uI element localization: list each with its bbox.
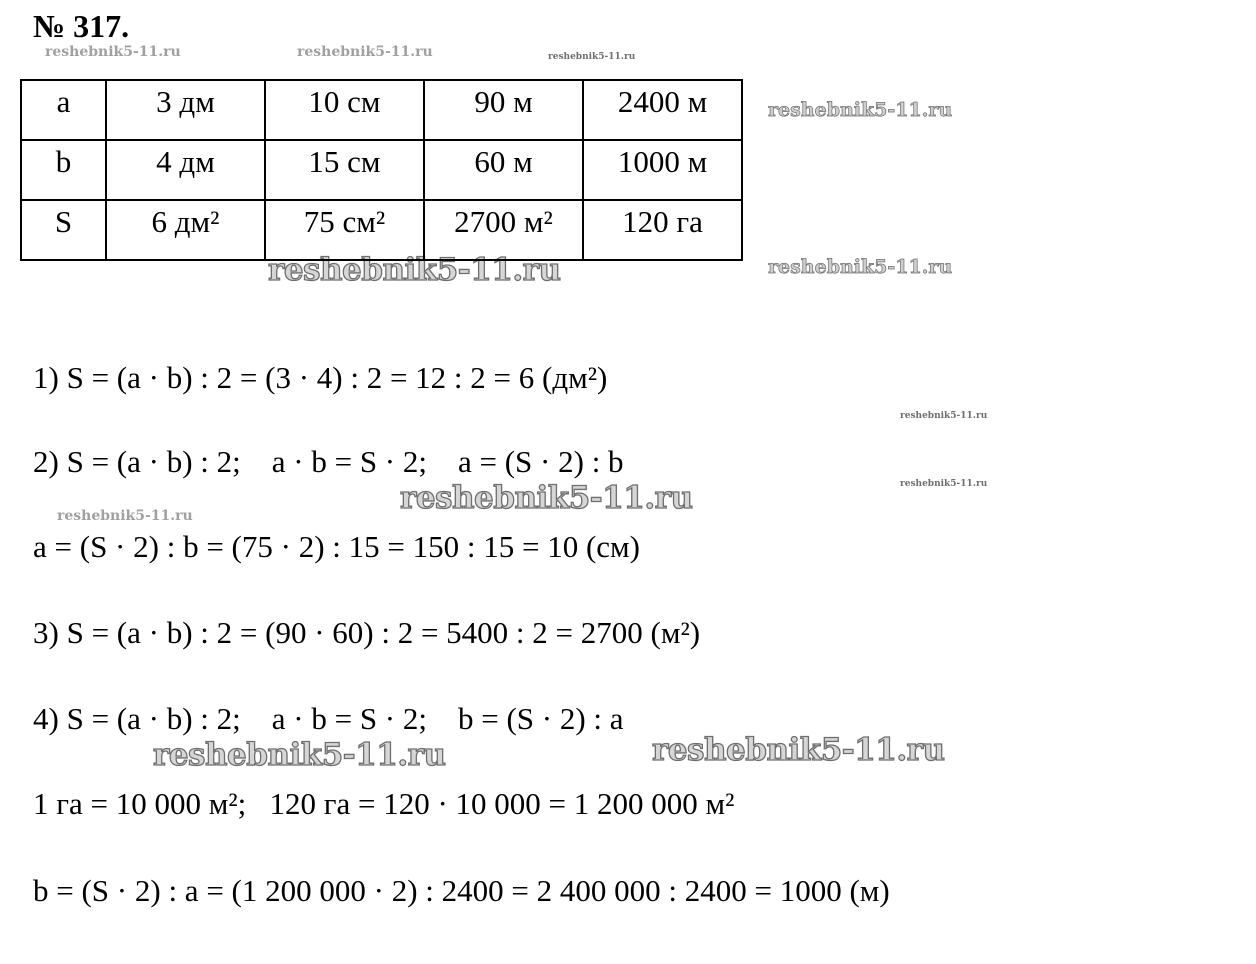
- watermark: reshebnik5-11.ru: [900, 479, 988, 489]
- watermark: reshebnik5-11.ru: [57, 508, 193, 524]
- watermark: reshebnik5-11.ru: [45, 44, 181, 60]
- watermark: reshebnik5-11.ru: [268, 252, 561, 288]
- table-cell: 75 см²: [265, 200, 424, 260]
- table-cell: 120 га: [583, 200, 742, 260]
- solution-line-1: 1) S = (a · b) : 2 = (3 · 4) : 2 = 12 : 2 = 6 (дм²): [33, 360, 608, 395]
- watermark: reshebnik5-11.ru: [768, 256, 953, 278]
- table-row: [21, 140, 742, 200]
- row-label: b: [21, 140, 106, 200]
- values-table: [20, 79, 743, 261]
- watermark: reshebnik5-11.ru: [900, 411, 988, 421]
- row-label: a: [21, 80, 106, 140]
- table-cell: 3 дм: [106, 80, 265, 140]
- table-cell: 60 м: [424, 140, 583, 200]
- solution-line-3: a = (S · 2) : b = (75 · 2) : 15 = 150 : 15 = 10 (см): [33, 529, 640, 564]
- table-cell: 1000 м: [583, 140, 742, 200]
- table-cell: 10 см: [265, 80, 424, 140]
- table-cell: 2700 м²: [424, 200, 583, 260]
- table-row: [21, 80, 742, 140]
- table-cell: 4 дм: [106, 140, 265, 200]
- solution-line-2: 2) S = (a · b) : 2; a · b = S · 2; a = (S · 2) : b: [33, 444, 624, 479]
- row-label: S: [21, 200, 106, 260]
- watermark: reshebnik5-11.ru: [548, 52, 636, 62]
- problem-number: № 317.: [33, 8, 130, 44]
- watermark: reshebnik5-11.ru: [297, 44, 433, 60]
- table-cell: 15 см: [265, 140, 424, 200]
- watermark: reshebnik5-11.ru: [400, 480, 693, 516]
- watermark: reshebnik5-11.ru: [768, 99, 953, 121]
- table-cell: 2400 м: [583, 80, 742, 140]
- solution-line-5: 4) S = (a · b) : 2; a · b = S · 2; b = (S · 2) : a: [33, 701, 624, 736]
- table-row: [21, 200, 742, 260]
- solution-line-7: b = (S · 2) : a = (1 200 000 · 2) : 2400 = 2 400 000 : 2400 = 1000 (м): [33, 873, 890, 908]
- solution-line-6: 1 га = 10 000 м²; 120 га = 120 · 10 000 = 1 200 000 м²: [33, 786, 735, 821]
- table-cell: 90 м: [424, 80, 583, 140]
- watermark: reshebnik5-11.ru: [153, 737, 446, 773]
- watermark: reshebnik5-11.ru: [652, 732, 945, 768]
- table-cell: 6 дм²: [106, 200, 265, 260]
- solution-line-4: 3) S = (a · b) : 2 = (90 · 60) : 2 = 5400 : 2 = 2700 (м²): [33, 615, 701, 650]
